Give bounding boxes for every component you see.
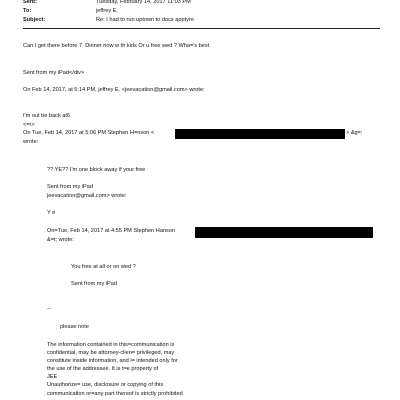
disclaimer-line-1: The information contained in this=communication is — [47, 342, 175, 348]
signature-dashes: -- — [47, 306, 51, 312]
quote-2-header-end: > &g=; — [346, 130, 363, 136]
quote-2-line-1: ?? YE?? I'm one block away if your free — [47, 167, 146, 173]
to-value: jeffrey E. — [96, 8, 118, 14]
disclaimer-line-4: the use of the addressee. It is t=e property of — [47, 366, 159, 372]
sent-row — [23, 0, 191, 6]
quote-2-sent-from-ipad: Sent from my iPad — [47, 184, 94, 190]
redaction-bar-2 — [195, 227, 373, 238]
quote-2-header: On Tue, Feb 14, 2017 at 5:06 PM Stephen H=nson < — [23, 130, 155, 136]
subject-row — [23, 17, 194, 24]
quote-3-wrote: &=t; wrote: — [47, 237, 74, 243]
quote-3-line-1: You free at all or on wed ? — [71, 264, 136, 270]
disclaimer-line-2: confidential, may be attorney-clien= privileged, may — [47, 350, 175, 356]
sent-value: Tuesday, February 14, 2017 11:03 PM — [96, 0, 191, 5]
body-line-1: Can I get there before 7. Dinner now w th kids Or u free wed ? Wha='s best — [23, 43, 210, 49]
disclaimer-line-7: communication or=any part thereof is strictly prohibited — [47, 391, 183, 397]
sent-label: Sent: — [23, 0, 37, 5]
quote-2-wrote: wrote: — [23, 139, 39, 145]
quote-3-header: On=Tue, Feb 14, 2017 at 4:55 PM Stephen Hanson — [47, 228, 176, 234]
quote-1-header: On Feb 14, 2017, at 5:14 PM, jeffrey E. <jeevacation@gmail.com> wrote: — [23, 87, 205, 93]
header-divider — [23, 28, 380, 29]
disclaimer-line-3: constitute inside information, and i= intended only for — [47, 358, 178, 364]
please-note: please note — [60, 324, 89, 330]
redaction-bar-1 — [175, 129, 345, 139]
quote-2-email: jeevacation@gmail.com> wrote: — [47, 193, 127, 199]
quote-3-sent-from-ipad: Sent from my iPad — [71, 281, 118, 287]
disclaimer-line-5: JEE — [47, 374, 58, 380]
disclaimer-line-6: Unauthorize= use, disclosure or copying of this — [47, 382, 164, 388]
out-line: I'm out be back at6 — [23, 113, 71, 119]
subject-value: Re: I had to run uptown to docs apptyre — [96, 17, 194, 23]
sent-from-ipad-1: Sent from my iPad</div> — [23, 70, 85, 76]
r-line: <=r> — [23, 122, 35, 128]
to-label: To: — [23, 8, 32, 14]
quote-2-ye: Y e — [47, 210, 56, 216]
to-row — [23, 8, 118, 15]
subject-label: Subject: — [23, 17, 46, 23]
